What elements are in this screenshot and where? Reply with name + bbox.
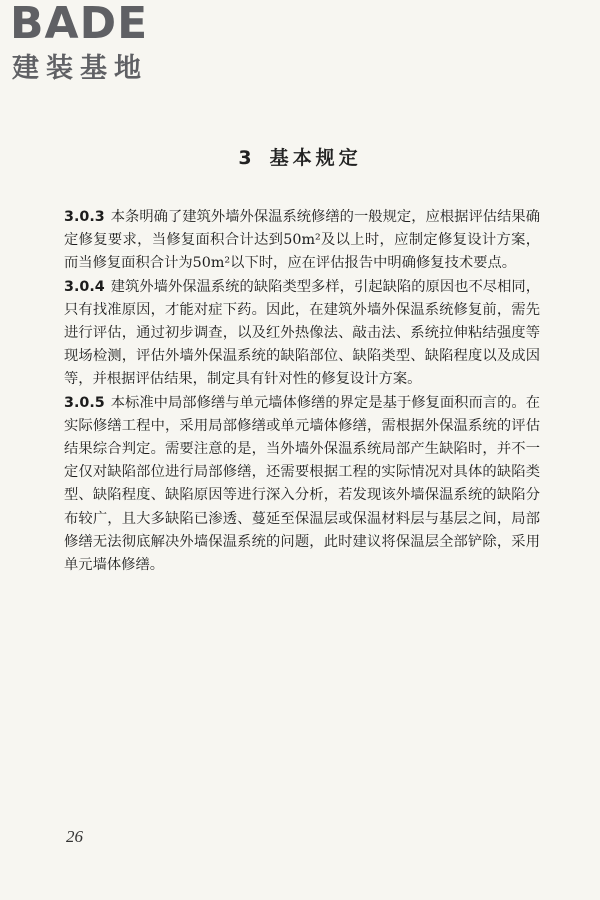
- bade-logo: [4, 0, 204, 90]
- clause-paragraph: [64, 276, 540, 392]
- section-title: [0, 143, 600, 170]
- clause-number: 3.0.3: [64, 209, 105, 225]
- body-text: [64, 206, 540, 577]
- section-heading: 基本规定: [269, 147, 362, 169]
- clause-text: 建筑外墙外保温系统的缺陷类型多样，引起缺陷的原因也不尽相同，只有找准原因，才能对症下药。因此，在建筑外墙外保温系统修复前，需先进行评估，通过初步调查，以及红外热像法、敲击法、系统拉伸粘结强度等现场检测，评估外墙外保温系统的缺陷部位、缺陷类型、缺陷程度以及成因等，并根据评估结果，制定具有针对性的修复设计方案。: [64, 278, 540, 388]
- page-number: 26: [66, 827, 83, 846]
- logo-wordmark: BADE: [10, 0, 149, 49]
- clause-number: 3.0.4: [64, 278, 105, 295]
- clause-text: 本条明确了建筑外墙外保温系统修缮的一般规定，应根据评估结果确定修复要求，当修复面积合计达到50m²及以上时，应制定修复设计方案，而当修复面积合计为50m²以下时，应在评估报告中明确修复技术要点。: [64, 209, 540, 272]
- clause-text: 本标准中局部修缮与单元墙体修缮的界定是基于修复面积而言的。在实际修缮工程中，采用局部修缮或单元墙体修缮，需根据外保温系统的评估结果综合判定。需要注意的是，当外墙外保温系统局部产生缺陷时，并不一定仅对缺陷部位进行局部修缮，还需要根据工程的实际情况对具体的缺陷类型、缺陷程度、缺陷原因等进行深入分析，若发现该外墙保温系统的缺陷分布较广，且大多缺陷已渗透、蔓延至保温层或保温材料层与基层之间，局部修缮无法彻底解决外墙保温系统的问题，此时建议将保温层全部铲除，采用单元墙体修缮。: [64, 394, 540, 574]
- clause-paragraph: [64, 206, 540, 276]
- clause-paragraph: [64, 392, 540, 578]
- section-number: 3: [238, 147, 256, 169]
- clause-number: 3.0.5: [64, 394, 105, 411]
- logo-subtitle: 建装基地: [12, 53, 148, 84]
